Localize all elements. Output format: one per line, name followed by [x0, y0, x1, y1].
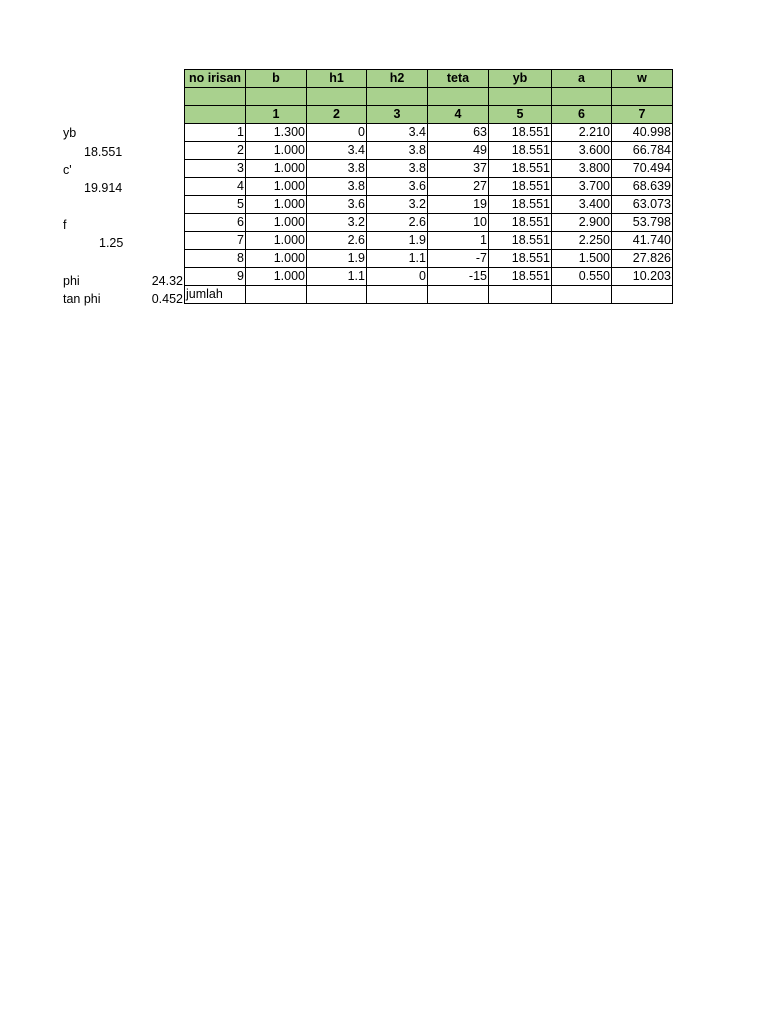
- table-cell[interactable]: 3.800: [552, 160, 612, 178]
- header-cell[interactable]: no irisan: [185, 70, 246, 88]
- table-cell[interactable]: 1.000: [246, 160, 307, 178]
- table-cell[interactable]: 3.8: [307, 160, 367, 178]
- table-cell[interactable]: 63.073: [612, 196, 673, 214]
- table-cell[interactable]: 49: [428, 142, 489, 160]
- table-cell[interactable]: 3.700: [552, 178, 612, 196]
- table-cell[interactable]: -15: [428, 268, 489, 286]
- table-cell[interactable]: 10: [428, 214, 489, 232]
- table-cell[interactable]: 18.551: [489, 196, 552, 214]
- table-cell[interactable]: 18.551: [489, 250, 552, 268]
- blank-cell[interactable]: [489, 88, 552, 106]
- table-cell[interactable]: 1: [185, 124, 246, 142]
- total-cell[interactable]: [367, 286, 428, 304]
- table-cell[interactable]: 1.9: [367, 232, 428, 250]
- table-cell[interactable]: 6: [185, 214, 246, 232]
- table-cell[interactable]: 19: [428, 196, 489, 214]
- table-row: [185, 250, 673, 268]
- slice-table: [184, 69, 673, 304]
- tanphi-label: tan phi: [63, 292, 101, 306]
- table-cell[interactable]: 1.000: [246, 232, 307, 250]
- table-cell[interactable]: 8: [185, 250, 246, 268]
- table-cell[interactable]: 3.600: [552, 142, 612, 160]
- total-cell[interactable]: [307, 286, 367, 304]
- blank-cell[interactable]: [428, 88, 489, 106]
- table-cell[interactable]: 2.210: [552, 124, 612, 142]
- header-cell[interactable]: teta: [428, 70, 489, 88]
- total-row: [185, 286, 673, 304]
- table-cell[interactable]: 27.826: [612, 250, 673, 268]
- index-cell[interactable]: 3: [367, 106, 428, 124]
- table-cell[interactable]: 3.8: [367, 160, 428, 178]
- table-cell[interactable]: 0.550: [552, 268, 612, 286]
- total-cell[interactable]: [246, 286, 307, 304]
- column-index-row: [185, 106, 673, 124]
- f-value: 1.25: [99, 236, 124, 250]
- table-row: [185, 196, 673, 214]
- total-cell[interactable]: [552, 286, 612, 304]
- table-cell[interactable]: 40.998: [612, 124, 673, 142]
- header-cell[interactable]: h2: [367, 70, 428, 88]
- table-cell[interactable]: 18.551: [489, 232, 552, 250]
- table-cell[interactable]: 3.400: [552, 196, 612, 214]
- header-cell[interactable]: b: [246, 70, 307, 88]
- table-cell[interactable]: 2.900: [552, 214, 612, 232]
- table-cell[interactable]: 63: [428, 124, 489, 142]
- table-cell[interactable]: 2: [185, 142, 246, 160]
- table-cell[interactable]: 66.784: [612, 142, 673, 160]
- index-cell[interactable]: 1: [246, 106, 307, 124]
- table-cell[interactable]: 9: [185, 268, 246, 286]
- table-cell[interactable]: 18.551: [489, 160, 552, 178]
- header-cell[interactable]: w: [612, 70, 673, 88]
- table-cell[interactable]: 2.6: [307, 232, 367, 250]
- f-label: f: [63, 218, 67, 232]
- index-cell[interactable]: 2: [307, 106, 367, 124]
- c-value: 19.914: [84, 181, 123, 195]
- total-cell[interactable]: [428, 286, 489, 304]
- index-cell[interactable]: 4: [428, 106, 489, 124]
- blank-cell[interactable]: [307, 88, 367, 106]
- table-cell[interactable]: 5: [185, 196, 246, 214]
- total-cell[interactable]: [489, 286, 552, 304]
- table-row: [185, 142, 673, 160]
- table-cell[interactable]: 0: [307, 124, 367, 142]
- table-cell[interactable]: 3.6: [307, 196, 367, 214]
- table-cell[interactable]: 68.639: [612, 178, 673, 196]
- table-cell[interactable]: 10.203: [612, 268, 673, 286]
- table-cell[interactable]: 3.2: [367, 196, 428, 214]
- table-cell[interactable]: 3.8: [307, 178, 367, 196]
- blank-cell[interactable]: [612, 88, 673, 106]
- table-cell[interactable]: 4: [185, 178, 246, 196]
- table-row: [185, 178, 673, 196]
- table-cell[interactable]: 1.1: [307, 268, 367, 286]
- table-cell[interactable]: 1: [428, 232, 489, 250]
- table-row: [185, 124, 673, 142]
- table-cell[interactable]: 1.000: [246, 214, 307, 232]
- table-cell[interactable]: 1.000: [246, 268, 307, 286]
- table-cell[interactable]: 3: [185, 160, 246, 178]
- table-cell[interactable]: 1.000: [246, 196, 307, 214]
- table-cell[interactable]: 1.500: [552, 250, 612, 268]
- table-cell[interactable]: 2.6: [367, 214, 428, 232]
- table-cell[interactable]: 53.798: [612, 214, 673, 232]
- table-cell[interactable]: 18.551: [489, 268, 552, 286]
- blank-cell[interactable]: [185, 88, 246, 106]
- table-cell[interactable]: 70.494: [612, 160, 673, 178]
- table-cell[interactable]: 2.250: [552, 232, 612, 250]
- table-cell[interactable]: 27: [428, 178, 489, 196]
- index-cell[interactable]: 5: [489, 106, 552, 124]
- index-cell[interactable]: 6: [552, 106, 612, 124]
- yb-label: yb: [63, 126, 77, 140]
- blank-header-row: [185, 88, 673, 106]
- table-cell[interactable]: 1.9: [307, 250, 367, 268]
- total-cell[interactable]: [612, 286, 673, 304]
- table-cell[interactable]: 3.4: [367, 124, 428, 142]
- table-cell[interactable]: 18.551: [489, 178, 552, 196]
- table-cell[interactable]: 18.551: [489, 142, 552, 160]
- table-row: [185, 160, 673, 178]
- phi-value: 24.32: [151, 274, 183, 288]
- tanphi-value: 0.452: [151, 292, 183, 306]
- blank-cell[interactable]: [367, 88, 428, 106]
- header-cell[interactable]: yb: [489, 70, 552, 88]
- table-cell[interactable]: -7: [428, 250, 489, 268]
- table-row: [185, 268, 673, 286]
- total-label[interactable]: jumlah: [185, 286, 246, 304]
- yb-value: 18.551: [84, 145, 123, 159]
- table-cell[interactable]: 1.000: [246, 142, 307, 160]
- table-row: [185, 232, 673, 250]
- table-cell[interactable]: 1.000: [246, 250, 307, 268]
- blank-cell[interactable]: [246, 88, 307, 106]
- index-cell[interactable]: [185, 106, 246, 124]
- table-cell[interactable]: 1.000: [246, 178, 307, 196]
- table-cell[interactable]: 1.1: [367, 250, 428, 268]
- table-cell[interactable]: 1.300: [246, 124, 307, 142]
- table-cell[interactable]: 18.551: [489, 214, 552, 232]
- table-cell[interactable]: 18.551: [489, 124, 552, 142]
- header-cell[interactable]: h1: [307, 70, 367, 88]
- table-cell[interactable]: 3.8: [367, 142, 428, 160]
- table-row: [185, 214, 673, 232]
- header-row: [185, 70, 673, 88]
- index-cell[interactable]: 7: [612, 106, 673, 124]
- phi-label: phi: [63, 274, 80, 288]
- data-rows: [185, 124, 673, 286]
- table-cell[interactable]: 3.2: [307, 214, 367, 232]
- blank-cell[interactable]: [552, 88, 612, 106]
- table-cell[interactable]: 37: [428, 160, 489, 178]
- table-cell[interactable]: 3.4: [307, 142, 367, 160]
- c-label: c': [63, 163, 72, 177]
- table-cell[interactable]: 7: [185, 232, 246, 250]
- table-cell[interactable]: 41.740: [612, 232, 673, 250]
- table-cell[interactable]: 0: [367, 268, 428, 286]
- table-cell[interactable]: 3.6: [367, 178, 428, 196]
- header-cell[interactable]: a: [552, 70, 612, 88]
